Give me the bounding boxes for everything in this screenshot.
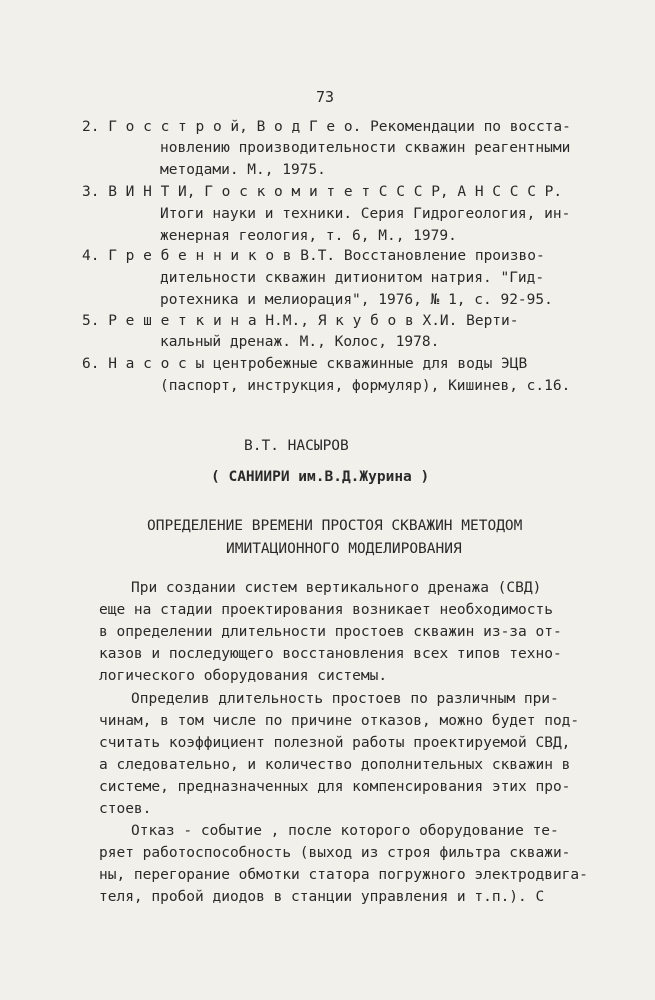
- reference-line: новлению производительности скважин реагентными: [160, 140, 571, 156]
- reference-line: женерная геология, т. 6, М., 1979.: [160, 228, 457, 244]
- body-line: а следовательно, и количество дополнительных скважин в: [99, 757, 571, 773]
- reference-line: (паспорт, инструкция, формуляр), Кишинев, с.16.: [160, 378, 571, 394]
- reference-line: 6. Н а с о с ы центробежные скважинные для воды ЭЦВ: [82, 356, 528, 372]
- reference-line: 4. Г р е б е н н и к о в В.Т. Восстановление произво-: [82, 248, 545, 264]
- reference-line: Итоги науки и техники. Серия Гидрогеология, ин-: [160, 206, 571, 222]
- body-line: теля, пробой диодов в станции управления и т.п.). С: [99, 889, 545, 905]
- article-title-line: ИМИТАЦИОННОГО МОДЕЛИРОВАНИЯ: [226, 541, 462, 557]
- body-line: еще на стадии проектирования возникает необходимость: [99, 602, 553, 618]
- body-line: логического оборудования системы.: [99, 668, 388, 684]
- author-name: В.Т. НАСЫРОВ: [244, 438, 349, 454]
- article-title-line: ОПРЕДЕЛЕНИЕ ВРЕМЕНИ ПРОСТОЯ СКВАЖИН МЕТОДОМ: [147, 518, 523, 534]
- reference-line: ротехника и мелиорация", 1976, № 1, с. 92-95.: [160, 292, 553, 308]
- reference-line: методами. М., 1975.: [160, 162, 326, 178]
- body-line: стоев.: [99, 801, 152, 817]
- body-line: в определении длительности простоев скважин из-за от-: [99, 624, 562, 640]
- body-line: ряет работоспособность (выход из строя фильтра скважи-: [99, 845, 571, 861]
- reference-line: 2. Г о с с т р о й, В о д Г е о. Рекомендации по восста-: [82, 119, 571, 135]
- author-affiliation: ( САНИИРИ им.В.Д.Журина ): [211, 469, 430, 485]
- body-line: Определив длительность простоев по различным при-: [131, 691, 559, 707]
- body-line: При создании систем вертикального дренажа (СВД): [131, 580, 542, 596]
- page-number: 73: [316, 88, 335, 106]
- reference-line: 3. В И Н Т И, Г о с к о м и т е т С С С Р, А Н С С С Р.: [82, 184, 563, 200]
- body-line: системе, предназначенных для компенсирования этих про-: [99, 779, 571, 795]
- body-line: считать коэффициент полезной работы проектируемой СВД,: [99, 735, 571, 751]
- body-line: ны, перегорание обмотки статора погружного электродвига-: [99, 867, 588, 883]
- body-line: казов и последующего восстановления всех типов техно-: [99, 646, 562, 662]
- reference-line: кальный дренаж. М., Колос, 1978.: [160, 334, 440, 350]
- reference-line: дительности скважин дитионитом натрия. "Гид-: [160, 270, 545, 286]
- reference-line: 5. Р е ш е т к и н а Н.М., Я к у б о в Х.И. Верти-: [82, 313, 519, 329]
- body-line: Отказ - событие , после которого оборудование те-: [131, 823, 559, 839]
- body-line: чинам, в том числе по причине отказов, можно будет под-: [99, 713, 580, 729]
